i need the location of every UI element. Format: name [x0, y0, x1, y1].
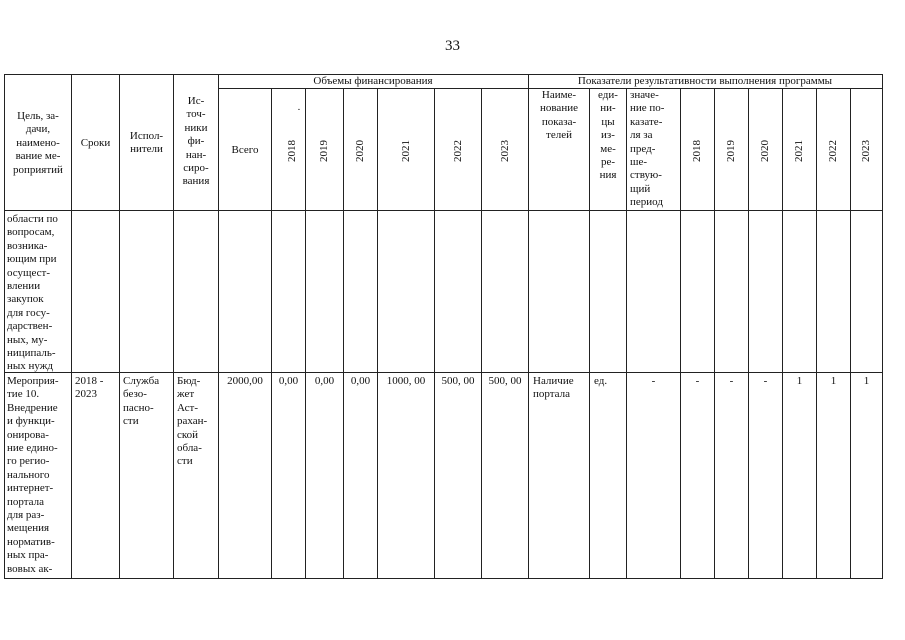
total-header: Всего	[231, 144, 259, 156]
indicator-name-header: Наиме- нование показа- телей	[540, 89, 578, 142]
terms-header: Сроки	[80, 137, 111, 149]
year-header: 2023	[499, 140, 511, 162]
table-rule	[680, 88, 681, 579]
event-year-value: 500, 00	[441, 375, 475, 387]
indicators-group-title: Показатели результативности выполнения программы	[577, 75, 833, 87]
executors-header: Испол- нители	[129, 130, 164, 156]
event-indicator-value: -	[729, 375, 734, 387]
indicator-year-header: 2018	[691, 140, 703, 162]
table-rule	[714, 88, 715, 579]
event-year-value: 1000, 00	[386, 375, 426, 387]
table-rule	[782, 88, 783, 579]
goal-header: Цель, за- дачи, наимено- вание ме- роприятий	[13, 110, 63, 176]
event-year-value: 500, 00	[488, 375, 522, 387]
event-indicator-value: 1	[796, 375, 803, 387]
finance-group-title: Объемы финансирования	[313, 75, 433, 87]
table-rule	[305, 88, 306, 579]
event-sources: Бюд- жет Аст- рахан- ской обла- сти	[177, 375, 208, 468]
year-header: 2020	[354, 140, 366, 162]
indicator-year-header: 2022	[827, 140, 839, 162]
table-rule	[377, 88, 378, 579]
sources-header: Ис- точ- ники фи- нан- сиро- вания	[182, 95, 210, 188]
table-rule	[626, 88, 627, 579]
header-dot: ·	[297, 104, 301, 116]
table-rule	[271, 88, 272, 579]
event-indicator-value: 1	[830, 375, 837, 387]
indicator-year-header: 2019	[725, 140, 737, 162]
prev-value-header: значе- ние по- казате- ля за пред- ше- ствую- щий период	[630, 89, 665, 209]
table-rule	[816, 88, 817, 579]
table-rule	[850, 88, 851, 579]
table-rule	[343, 88, 344, 579]
year-header: 2022	[452, 140, 464, 162]
table-rule	[528, 74, 529, 579]
table-rule	[748, 88, 749, 579]
event-prev-value: -	[651, 375, 656, 387]
event-indicator-value: -	[695, 375, 700, 387]
table-rule	[4, 578, 882, 579]
table-rule	[4, 372, 882, 373]
table-rule	[4, 210, 882, 211]
unit-header: еди- ни- цы из- ме- ре- ния	[598, 89, 618, 182]
table-rule	[882, 74, 883, 579]
event-goal-text: Мероприя- тие 10. Внедрение и функци- онирова- ние едино- го регио- нального интернет- портала для раз- мещения норматив- ных пра- вовых ак-	[7, 375, 59, 575]
table-rule	[481, 88, 482, 579]
event-year-value: 0,00	[278, 375, 299, 387]
event-indicator-value: -	[763, 375, 768, 387]
continuation-goal-text: области по вопросам, возника- ющим при осущест- влении закупок для госу- дарствен- ных, му- ниципаль- ных нужд	[7, 213, 58, 373]
event-total: 2000,00	[227, 375, 263, 387]
year-header: 2019	[318, 140, 330, 162]
program-table	[4, 74, 882, 579]
event-indicator-value: 1	[863, 375, 870, 387]
indicator-year-header: 2023	[860, 140, 872, 162]
indicator-year-header: 2021	[793, 140, 805, 162]
event-year-value: 0,00	[314, 375, 335, 387]
year-header: 2018	[286, 140, 298, 162]
event-unit: ед.	[594, 375, 608, 387]
page-number: 33	[445, 38, 460, 54]
event-terms: 2018 - 2023	[75, 375, 104, 401]
table-rule	[434, 88, 435, 579]
event-indicator-name: Наличие портала	[533, 375, 574, 401]
indicator-year-header: 2020	[759, 140, 771, 162]
year-header: 2021	[400, 140, 412, 162]
event-executors: Служба безо- пасно- сти	[123, 375, 160, 428]
event-year-value: 0,00	[350, 375, 371, 387]
